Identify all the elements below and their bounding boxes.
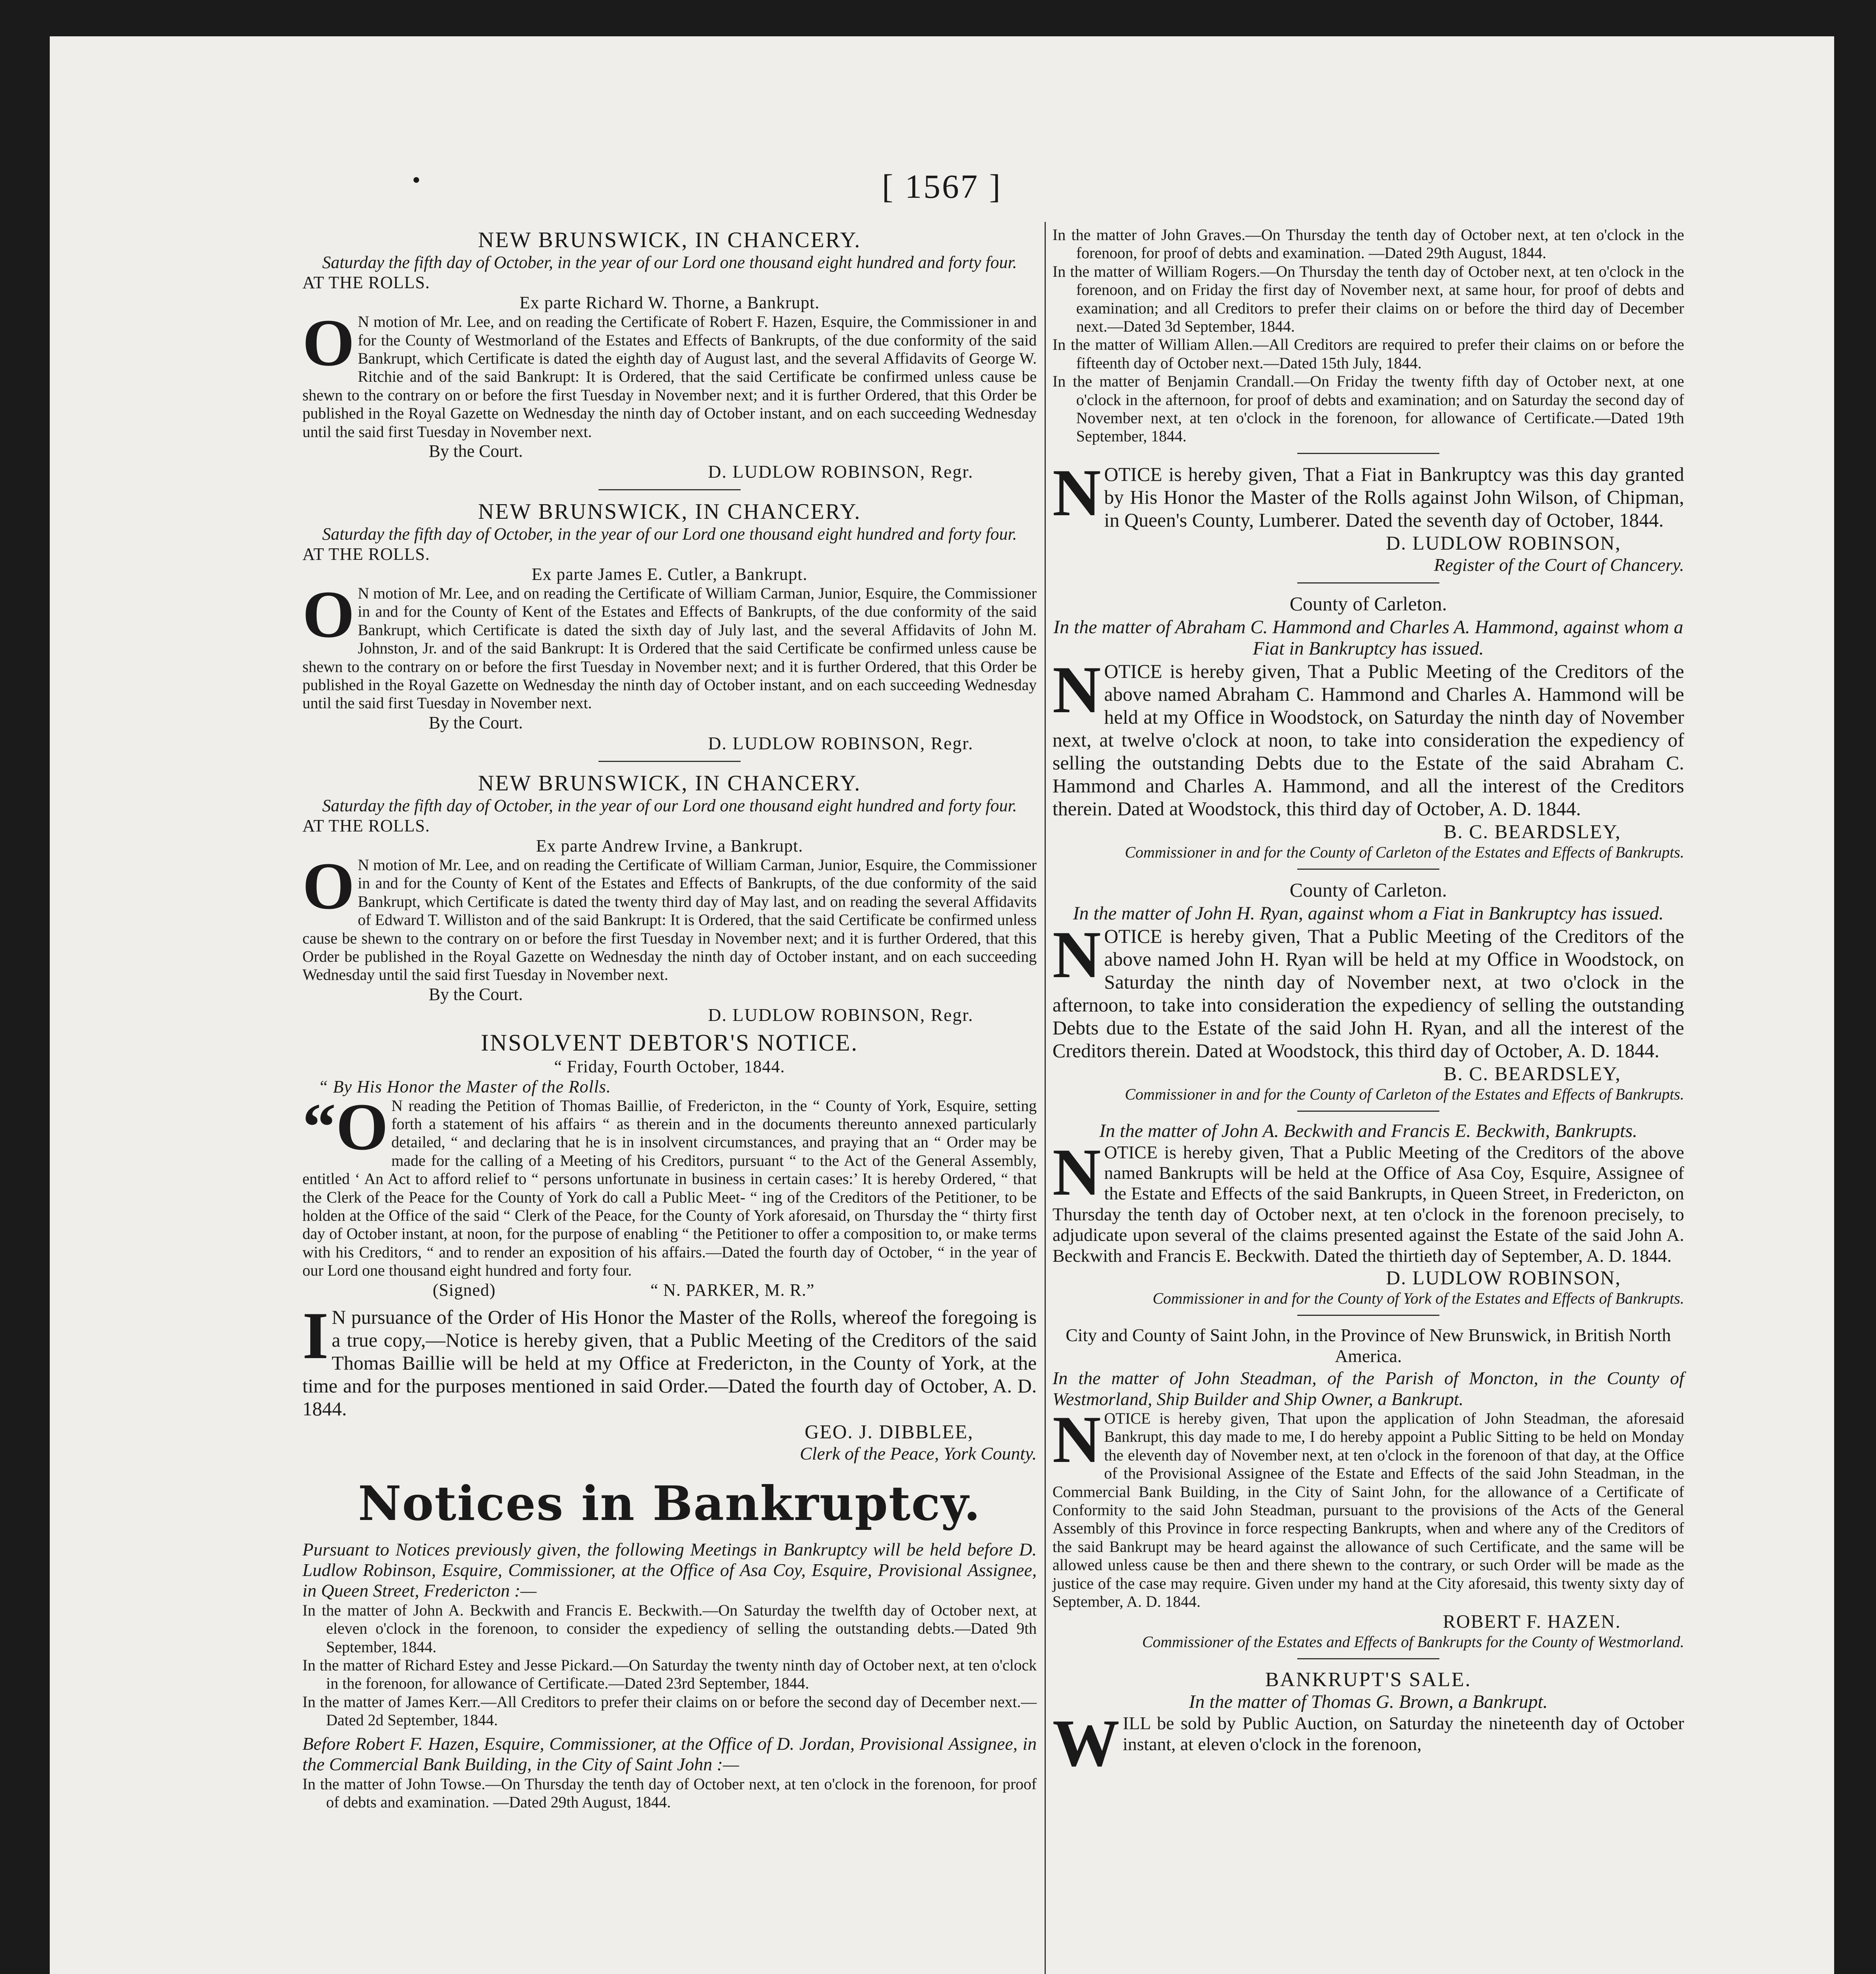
- bankrupts-sale-notice: [1052, 1668, 1684, 1781]
- chancery-notice-thorne: [302, 227, 1037, 490]
- notice-date: Saturday the fifth day of October, in the year of our Lord one thousand eight hundred and forty four.: [322, 253, 1017, 272]
- saint-john-notice: [1052, 1325, 1684, 1659]
- drop-cap: “O: [302, 1089, 388, 1164]
- list-item: In the matter of James Kerr.—All Creditors to prefer their claims on or before the second day of December next.—Dated 2d September, 1844.: [302, 1693, 1037, 1729]
- list-item: In the matter of Benjamin Crandall.—On Friday the twenty fifth day of October next, at one o'clock in the afternoon, for proof of debts and examination; and on Saturday the second day of November next, at ten o'clock in the forenoon, for allowance of Certificate.—Dated 19th September, 1844.: [1052, 372, 1684, 445]
- separator-rule: [1297, 1658, 1439, 1659]
- signature: B. C. BEARDSLEY,: [1443, 1062, 1621, 1085]
- notices-in-bankruptcy: [302, 1476, 1037, 1812]
- signature: D. LUDLOW ROBINSON, Regr.: [708, 1004, 974, 1025]
- drop-cap: N: [1052, 455, 1101, 530]
- right-column: [1052, 226, 1684, 1781]
- at-rolls: AT THE ROLLS.: [302, 544, 430, 564]
- signature-title: Commissioner in and for the County of Carleton of the Estates and Effects of Bankrupts.: [1125, 843, 1684, 861]
- notice-text: N motion of Mr. Lee, and on reading the Certificate of William Carman, Junior, Esquire, the Commissioner in and for the County of Kent of the Estates and Effects of Bankrupts, of the due conformity of the said Bankrupt, which Certificate is dated the twenty third day of May last, and on reading the several Affidavits of Edward T. Williston and of the said Bankrupt: It is Ordered, that the said Certificate be confirmed unless cause be shewn to the contrary on or before the first Tuesday in November next; and it is further Ordered, that this Order be published in the Royal Gazette on Wednesday the ninth day of October instant, and on each succeeding Wednesday until the said first Tuesday in November next.: [302, 856, 1037, 984]
- list-item: In the matter of John Towse.—On Thursday the tenth day of October next, at ten o'clock in the forenoon, for proof of debts and examination. —Dated 29th August, 1844.: [302, 1775, 1037, 1811]
- left-column: [302, 226, 1037, 1815]
- gazette-page: [50, 36, 1834, 1974]
- separator-rule: [1297, 453, 1439, 454]
- by-court: By the Court.: [429, 441, 523, 461]
- beckwith-notice: [1052, 1120, 1684, 1316]
- by-honor: “ By His Honor the Master of the Rolls.: [318, 1077, 611, 1096]
- notices-intro-2: Before Robert F. Hazen, Esquire, Commissioner, at the Office of D. Jordan, Provisional Assignee, in the Commercial Bank Building, in the City of Saint John :—: [302, 1733, 1037, 1775]
- signature: GEO. J. DIBBLEE,: [805, 1420, 974, 1443]
- at-rolls: AT THE ROLLS.: [302, 816, 430, 835]
- drop-cap: N: [1052, 1402, 1101, 1477]
- ex-parte: Ex parte Richard W. Thorne, a Bankrupt.: [519, 293, 820, 313]
- jurisdiction-heading: City and County of Saint John, in the Province of New Brunswick, in British North America.: [1066, 1325, 1671, 1366]
- signature-title: Commissioner in and for the County of York of the Estates and Effects of Bankrupts.: [1152, 1289, 1684, 1308]
- notice-body: [302, 306, 1037, 441]
- list-item: In the matter of John Graves.—On Thursday the tenth day of October next, at ten o'clock in the forenoon, for proof of debts and examination. —Dated 29th August, 1844.: [1052, 226, 1684, 262]
- notice-text: N motion of Mr. Lee, and on reading the Certificate of William Carman, Junior, Esquire, the Commissioner in and for the County of Kent of the Estates and Effects of Bankrupts, of the due conformity of the said Bankrupt, which Certificate is dated the sixth day of July last, and the several Affidavits of John M. Johnston, Jr. and of the said Bankrupt: It is Ordered that the said Certificate be confirmed unless cause be shewn to the contrary on or before the first Tuesday in November next; and it is further Ordered, that this Order be published in the Royal Gazette on Wednesday the ninth day of October instant, and on each succeeding Wednesday until the said first Tuesday in November next.: [302, 584, 1037, 712]
- separator-rule: [598, 761, 741, 762]
- notice-text: OTICE is hereby given, That upon the application of John Steadman, the aforesaid Bankrupt, this day made to me, I do hereby appoint a Public Sitting to be held on Monday the eleventh day of November next, at ten o'clock in the forenoon of that day, at the Office of the Provisional Assignee of the Estate and Effects of the said John Steadman, in the Commercial Bank Building, in the City of Saint John, for the allowance of a Certificate of Conformity to the said John Steadman, pursuant to the provisions of the Acts of the General Assembly of this Province in force respecting Bankrupts, when and where any of the Creditors of the said Bankrupt may be heard against the allowance of such Certificate, and the same will be allowed unless cause be then and there shewn to the contrary, or such Order will be made as the justice of the case may require. Given under my hand at the City aforesaid, this twenty sixty day of September, A. D. 1844.: [1052, 1409, 1684, 1610]
- drop-cap: O: [302, 848, 355, 923]
- at-rolls: AT THE ROLLS.: [302, 273, 430, 293]
- signature: D. LUDLOW ROBINSON,: [1386, 531, 1621, 554]
- notice-text: OTICE is hereby given, That a Public Meeting of the Creditors of the above named Abraham C. Hammond and Charles A. Hammond will be held at my Office in Woodstock, on Saturday the ninth day of November next, at twelve o'clock at noon, to take into consideration the expediency of selling the outstanding Debts due to the Estate of the said Abraham C. Hammond and Charles A. Hammond, and all the interest of the Creditors therein. Dated at Woodstock, this third day of October, A. D. 1844.: [1052, 660, 1684, 820]
- notice-body: [302, 848, 1037, 984]
- drop-cap: W: [1052, 1706, 1120, 1781]
- separator-rule: [1297, 582, 1439, 584]
- drop-cap: N: [1052, 653, 1101, 727]
- drop-cap: I: [302, 1298, 329, 1373]
- matter-line: In the matter of Thomas G. Brown, a Bankrupt.: [1189, 1691, 1548, 1713]
- by-court: By the Court.: [429, 984, 523, 1004]
- insolvent-debtor-notice: [302, 1029, 1037, 1464]
- notice-body: [1052, 653, 1684, 820]
- carleton-ryan-notice: [1052, 878, 1684, 1112]
- notice-date: Saturday the fifth day of October, in the year of our Lord one thousand eight hundred and forty four.: [322, 796, 1017, 815]
- matter-line: In the matter of John A. Beckwith and Francis E. Beckwith, Bankrupts.: [1099, 1120, 1638, 1141]
- signature: D. LUDLOW ROBINSON,: [1386, 1267, 1621, 1289]
- separator-rule: [1297, 1315, 1439, 1316]
- drop-cap: O: [302, 577, 355, 652]
- chancery-notice-cutler: [302, 499, 1037, 762]
- drop-cap: N: [1052, 1135, 1101, 1209]
- notice-body: [1052, 455, 1684, 531]
- notices-intro: Pursuant to Notices previously given, the following Meetings in Bankruptcy will be held before D. Ludlow Robinson, Esquire, Commissioner, at the Office of Asa Coy, Esquire, Provisional Assignee, in Queen Street, Fredericton :—: [302, 1539, 1037, 1601]
- matter-line: In the matter of John H. Ryan, against whom a Fiat in Bankruptcy has issued.: [1073, 903, 1664, 924]
- signature: ROBERT F. HAZEN.: [1443, 1611, 1621, 1632]
- drop-cap: N: [1052, 917, 1101, 992]
- by-court: By the Court.: [429, 713, 523, 732]
- fiat-notice: [1052, 455, 1684, 584]
- notice-body: [1052, 917, 1684, 1062]
- notice-text: N motion of Mr. Lee, and on reading the Certificate of Robert F. Hazen, Esquire, the Commissioner in and for the County of Westmorland of the Estates and Effects of Bankrupts, of the due conformity of the said Bankrupt, which Certificate is dated the eighth day of August last, and the several Affidavits of George W. Ritchie and of the said Bankrupt: It is Ordered, that the said Certificate be confirmed unless cause be shewn to the contrary on or before the first Tuesday in November next; and it is further Ordered, that this Order be published in the Royal Gazette on Wednesday the ninth day of October instant, and on each succeeding Wednesday until the said first Tuesday in November next.: [302, 313, 1037, 441]
- signature-title: Register of the Court of Chancery.: [1434, 554, 1684, 575]
- page-number: [ 1567 ]: [882, 167, 1002, 205]
- signature-title: Commissioner of the Estates and Effects of Bankrupts for the County of Westmorland.: [1142, 1633, 1684, 1651]
- list-item: In the matter of William Allen.—All Creditors are required to prefer their claims on or before the fifteenth day of October next.—Dated 15th July, 1844.: [1052, 336, 1684, 372]
- signed-label: (Signed): [433, 1280, 496, 1300]
- section-title: Notices in Bankruptcy.: [358, 1475, 981, 1531]
- signature: D. LUDLOW ROBINSON, Regr.: [708, 733, 974, 753]
- pursuance-text: N pursuance of the Order of His Honor the Master of the Rolls, whereof the foregoing is a true copy,—Notice is hereby given, that a Public Meeting of the Creditors of the said Thomas Baillie will be held at my Office at Fredericton, in the County of York, at the time and for the purposes mentioned in said Order.—Dated the fourth day of October, A. D. 1844.: [302, 1306, 1037, 1420]
- list-item: In the matter of Richard Estey and Jesse Pickard.—On Saturday the twenty ninth day of October next, at ten o'clock in the forenoon, for allowance of Certificate.—Dated 23rd September, 1844.: [302, 1656, 1037, 1693]
- notice-text: OTICE is hereby given, That a Fiat in Bankruptcy was this day granted by His Honor the Master of the Rolls against John Wilson, of Chipman, in Queen's County, Lumberer. Dated the seventh day of October, 1844.: [1104, 463, 1684, 531]
- column-divider: [1045, 222, 1046, 1974]
- notice-text: OTICE is hereby given, That a Public Meeting of the Creditors of the above named John H. Ryan will be held at my Office in Woodstock, on Saturday the ninth day of November next, at two o'clock in the afternoon, to take into consideration the expediency of selling the outstanding Debts due to the Estate of the said John H. Ryan, and all the interest of the Creditors therein. Dated at Woodstock, this third day of October, A. D. 1844.: [1052, 925, 1684, 1062]
- signature: D. LUDLOW ROBINSON, Regr.: [708, 461, 974, 482]
- page-header: [50, 167, 1834, 206]
- notice-date: “ Friday, Fourth October, 1844.: [554, 1056, 785, 1076]
- separator-rule: [1297, 869, 1439, 870]
- notice-body: [302, 1089, 1037, 1280]
- notice-body: [1052, 1135, 1684, 1267]
- notice-date: Saturday the fifth day of October, in the year of our Lord one thousand eight hundred and forty four.: [322, 524, 1017, 544]
- pursuance-body: [302, 1298, 1037, 1420]
- list-item: In the matter of William Rogers.—On Thursday the tenth day of October next, at ten o'clock in the forenoon, and on Friday the first day of November next, at same hour, for proof of debts and examination; and all Creditors to prefer their claims on or before the third day of December next.—Dated 3d September, 1844.: [1052, 262, 1684, 335]
- notice-title: NEW BRUNSWICK, IN CHANCERY.: [478, 228, 861, 252]
- signed-line: [302, 1280, 1037, 1300]
- county-heading: County of Carleton.: [1289, 879, 1447, 901]
- notice-text: OTICE is hereby given, That a Public Meeting of the Creditors of the above named Bankrupts will be held at the Office of Asa Coy, Esquire, Assignee of the Estate and Effects of the said Bankrupts, in Queen Street, in Fredericton, on Thursday the tenth day of October next, at ten o'clock in the forenoon precisely, to adjudicate upon several of the claims presented against the Estate of the said John A. Beckwith and Francis E. Beckwith. Dated the thirtieth day of September, A. D. 1844.: [1052, 1142, 1684, 1266]
- notice-body: [1052, 1706, 1684, 1781]
- separator-rule: [598, 489, 741, 490]
- signature: B. C. BEARDSLEY,: [1443, 820, 1621, 843]
- notice-title: NEW BRUNSWICK, IN CHANCERY.: [478, 771, 861, 796]
- matter-line: In the matter of Abraham C. Hammond and Charles A. Hammond, against whom a Fiat in Bankruptcy has issued.: [1053, 616, 1683, 659]
- ex-parte: Ex parte Andrew Irvine, a Bankrupt.: [536, 836, 803, 856]
- drop-cap: O: [302, 306, 355, 380]
- meetings-list: [1052, 226, 1684, 454]
- notice-text: ILL be sold by Public Auction, on Saturday the nineteenth day of October instant, at eleven o'clock in the forenoon,: [1123, 1713, 1684, 1754]
- county-heading: County of Carleton.: [1289, 592, 1447, 615]
- carleton-hammond-notice: [1052, 592, 1684, 870]
- signed-name: “ N. PARKER, M. R.”: [650, 1280, 815, 1300]
- notice-body: [302, 577, 1037, 713]
- notice-title: INSOLVENT DEBTOR'S NOTICE.: [480, 1029, 859, 1056]
- matter-line: In the matter of John Steadman, of the Parish of Moncton, in the County of Westmorland, Ship Builder and Ship Owner, a Bankrupt.: [1052, 1368, 1684, 1409]
- separator-rule: [1297, 1111, 1439, 1112]
- notice-body: [1052, 1402, 1684, 1611]
- notice-text: N reading the Petition of Thomas Baillie, of Fredericton, in the “ County of York, Esquire, setting forth a statement of his affairs “ as therein and in the documents thereunto annexed particularly detailed, “ and declaring that he is in insolvent circumstances, and praying that an “ Order may be made for the calling of a Meeting of his Creditors, pursuant “ to the Act of the General Assembly, entitled ‘ An Act to afford relief to “ persons unfortunate in business in certain cases:’ It is hereby Ordered, “ that the Clerk of the Peace for the County of York do call a Public Meet- “ ing of the Creditors of the Petitioner, to be holden at the Office of the said “ Clerk of the Peace, for the County of York aforesaid, on Thursday the “ thirty first day of October instant, at noon, for the purpose of enabling “ the Petitioner to offer a composition to, or make terms with his Creditors, “ and to render an exposition of his affairs.—Dated the fourth day of October, “ in the year of our Lord one thousand eight hundred and forty four.: [302, 1096, 1037, 1280]
- chancery-notice-irvine: [302, 771, 1037, 1025]
- notice-title: NEW BRUNSWICK, IN CHANCERY.: [478, 499, 861, 524]
- notice-title: BANKRUPT'S SALE.: [1265, 1668, 1472, 1691]
- list-item: In the matter of John A. Beckwith and Francis E. Beckwith.—On Saturday the twelfth day of October next, at eleven o'clock in the forenoon, to consider the expediency of selling the outstanding debts.—Dated 9th September, 1844.: [302, 1601, 1037, 1656]
- signature-title: Clerk of the Peace, York County.: [799, 1443, 1037, 1464]
- signature-title: Commissioner in and for the County of Carleton of the Estates and Effects of Bankrupts.: [1125, 1085, 1684, 1103]
- ex-parte: Ex parte James E. Cutler, a Bankrupt.: [531, 565, 808, 584]
- printer-mark: •: [412, 167, 422, 193]
